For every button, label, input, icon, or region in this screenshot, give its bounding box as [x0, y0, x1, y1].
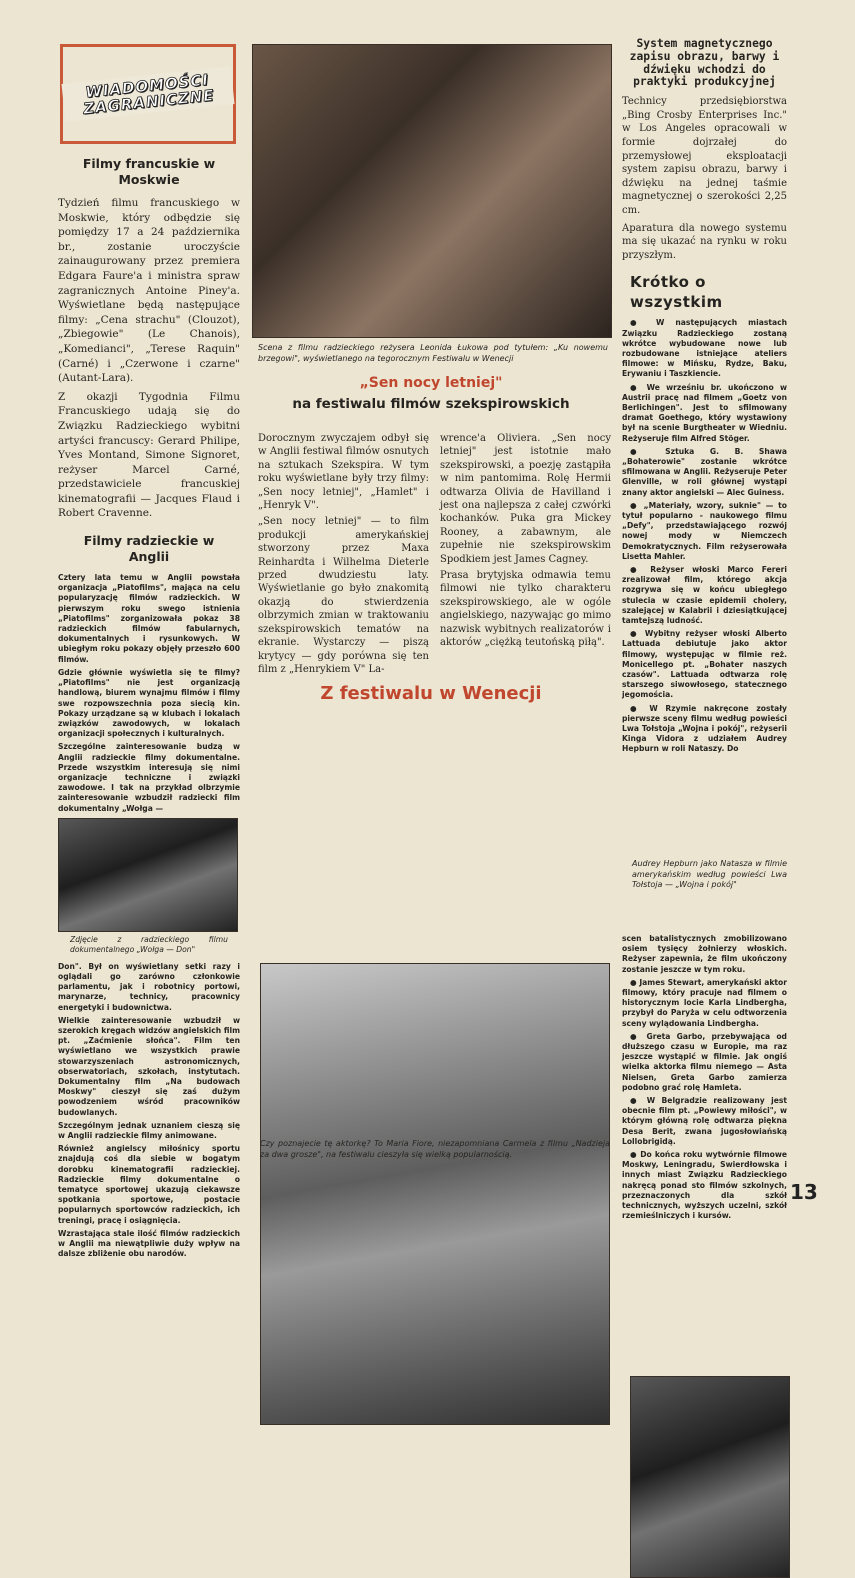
paragraph: „Sen nocy letniej" — to film produkcji amerykańskiej stworzony przez Maxa Reinhardta i Wilhelma Dieterle przed dwudziestu laty. Wyświetlanie go było znakomitą okazją do stwierdzenia olbrzymich zmian w traktowaniu szekspirowskich tematów na ekranie. Wystarczy — piszą krytycy — gdy porówna się ten film z „Henrykiem V" La-: [258, 516, 429, 675]
column-center: [250, 44, 612, 1194]
news-item: ● W Rzymie nakręcone zostały pierwsze sceny filmu według powieści Lwa Tołstoja „Wojna i pokój", reżyserii Kinga Vidora z udziałem Audrey Hepburn w roli Nataszy. Do: [622, 703, 787, 754]
news-item: ● We wrześniu br. ukończono w Austrii pracę nad filmem „Goetz von Berlichingen". Jest to sfilmowany dramat Goethego, który wystawiony był na scenie Burgtheater w Wiedniu. Reżyseruje film Alfred Stöger.: [622, 382, 787, 443]
paragraph: wrence'a Oliviera. „Sen nocy letniej" jest istotnie mało szekspirowski, a poezję zastąpiła w nim pantomima. Rolę Hermii odtwarza Olivia de Havilland i jest ona najlepsza z całej czwórki kochanków. Puka gra Mickey Rooney, a zabawnym, ale zupełnie nie szekspirowskim Spodkiem jest James Cagney.: [440, 433, 611, 565]
photo-audrey-hepburn: [630, 1376, 790, 1578]
paragraph: Cztery lata temu w Anglii powstała organizacja „Piatofilms", mająca na celu popularyzację filmów radzieckich. W pierwszym roku swego istnienia „Piatofilms" zorganizowała pokaz 38 radzieckich filmów fabularnych, dokumentalnych i rysunkowych. W ubiegłym roku pokazy objęły przeszło 600 filmów.: [58, 573, 240, 664]
caption-volga-don: Zdjęcie z radzieckiego filmu dokumentalnego „Wołga — Don": [70, 934, 228, 955]
news-item: ● Greta Garbo, przebywająca od dłuższego czasu w Europie, ma raz jeszcze wystąpić w filmie. Jak ongiś wielka aktorka filmu niemego — Asta Nielsen, Greta Garbo zamierza podobno grać rolę Hamleta.: [622, 1031, 787, 1092]
paragraph: Szczególnym jednak uznaniem cieszą się w Anglii radzieckie filmy animowane.: [58, 1120, 240, 1140]
paragraph: Wzrastająca stale ilość filmów radzieckich w Anglii ma niewątpliwie duży wpływ na dalsze zbliżenie obu narodów.: [58, 1228, 240, 1259]
news-item: ● W Belgradzie realizowany jest obecnie film pt. „Powiewy miłości", w którym główną rolę odtwarza piękna Desa Berit, zwana jugosłowiańską Lollobrigidą.: [622, 1096, 787, 1146]
paragraph: Również angielscy miłośnicy sportu znajdują coś dla siebie w bogatym dorobku kinematografii radzieckiej. Radzieckie filmy dokumentalne o tematyce sportowej ukazują ciekawsze spotkania sportowe, postacie popularnych sportowców radzieckich, ich treningi, pracę i osiągnięcia.: [58, 1144, 240, 1225]
column-right: [622, 34, 787, 1221]
section-header-box: [60, 44, 236, 144]
news-item: ● Wybitny reżyser włoski Alberto Lattuada debiutuje jako aktor filmowy, występując w filmie reż. Monicellego pt. „Bohater naszych czasów". Lattuada odtwarza rolę starszego siwowłosego, statecznego jegomościa.: [622, 629, 787, 700]
news-item: ● W następujących miastach Związku Radzieckiego zostaną wkrótce wybudowane nowe lub rozbudowane istniejące ateliers filmowe: w Mińsku, Rydze, Baku, Erywaniu i Taszkiencie.: [622, 318, 787, 379]
headline-briefly: Krótko o wszystkim: [630, 273, 723, 312]
news-item: ● Reżyser włoski Marco Fereri zrealizował film, którego akcja rozgrywa się w końcu ubiegłego stulecia w czasie epidemii cholery, szalejącej w Kalabrii i dziesiątkującej tamtejszą ludność.: [622, 564, 787, 625]
article-left-column: [258, 432, 429, 675]
paragraph: Don". Był on wyświetlany setki razy i oglądali go zarówno członkowie parlamentu, jak i robotnicy portowi, marynarze, technicy, pracownicy energetyki i budownictwa.: [58, 961, 240, 1012]
paragraph: Tydzień filmu francuskiego w Moskwie, który odbędzie się pomiędzy 17 a 24 października br., zostanie uroczyście zainaugurowany przez premiera Edgara Faure'a i ministra spraw zagranicznych Antoine Piney'a. Wyświetlane będą następujące filmy: „Cena strachu" (Clouzot), „Zbiegowie" (Le Chanois), „Komedianci", „Terese Raquin" (Carné) i „Czerwone i czarne" (Autant-Lara).: [58, 197, 240, 385]
paragraph: Technicy przedsiębiorstwa „Bing Crosby Enterprises Inc." w Los Angeles opracowali w formie dojrzałej do przemysłowej eksploatacji system zapisu obrazu, barwy i dźwięku na jednej taśmie magnetycznej o szerokości 2,25 cm.: [622, 96, 787, 216]
news-item: ● Do końca roku wytwórnie filmowe Moskwy, Leningradu, Swierdłowska i innych miast Związku Radzieckiego nakręcą ponad sto filmów szkolnych, przeznaczonych dla szkół technicznych, wyższych uczelni, szkół rzemieślniczych i kursów.: [622, 1150, 787, 1221]
news-continuation: [622, 934, 787, 1221]
article-right-column: [440, 432, 611, 668]
paragraph: Wielkie zainteresowanie wzbudził w szerokich kręgach widzów angielskich film pt. „Zaćmienie słońca". Film ten wyświetlano we wszystkich prawie stowarzyszeniach astronomicznych, obserwatoriach, szkołach, instytutach. Dokumentalny film „Na budowach Moskwy" cieszył się zaś dużym powodzeniem wśród pracowników budowlanych.: [58, 1015, 240, 1117]
caption-audrey-hepburn: Audrey Hepburn jako Natasza w filmie amerykańskim według powieści Lwa Tołstoja — „Wojna i pokój": [632, 859, 787, 889]
headline-magnetic-recording: System magnetycznego zapisu obrazu, barwy i dźwięku wchodzi do praktyki produkcyjnej: [629, 37, 780, 89]
headline-venice: Z festiwalu w Wenecji: [320, 683, 542, 704]
photo-film-scene: [252, 44, 612, 338]
photo-maria-fiore: [260, 963, 610, 1425]
section-header: WIADOMOŚCI ZAGRANICZNE: [61, 66, 234, 122]
headline-french-films: Filmy francuskie w Moskwie: [82, 156, 216, 187]
news-item: ● Sztuka G. B. Shawa „Bohaterowie" zostanie wkrótce sfilmowana w Anglii. Reżyseruje Peter Glenville, w roli głównej wystąpi znany aktor angielski — Alec Guiness.: [622, 446, 787, 497]
news-item: scen batalistycznych zmobilizowano osiem tysięcy żołnierzy włoskich. Reżyser zapewnia, że film ukończony zostanie jeszcze w tym roku.: [622, 934, 787, 974]
news-item: ● James Stewart, amerykański aktor filmowy, który pracuje nad filmem o historycznym locie Karla Lindbergha, przybył do Paryża w celu odtworzenia sceny wylądowania Lindbergha.: [622, 977, 787, 1028]
paragraph: Dorocznym zwyczajem odbył się w Anglii festiwal filmów osnutych na sztukach Szekspira. W tym roku wyświetlane były trzy filmy: „Sen nocy letniej", „Hamlet" i „Henryk V".: [258, 433, 429, 512]
photo-volga-don: [58, 818, 238, 932]
column-left: [58, 44, 240, 1259]
news-item: ● „Materiały, wzory, suknie" — to tytuł popularno - naukowego filmu „Defy", przedstawiającego rozwój nowej mody w Niemczech Demokratycznych. Film reżyserowała Lisetta Mahler.: [622, 500, 787, 561]
caption-film-scene: Scena z filmu radzieckiego reżysera Leonida Łukowa pod tytułem: „Ku nowemu brzegowi", wyświetlanego na tegorocznym Festiwalu w Wenecji: [258, 343, 608, 363]
headline-soviet-films: Filmy radzieckie w Anglii: [83, 533, 215, 565]
caption-maria-fiore: Czy poznajecie tę aktorkę? To Maria Fiore, niezapomniana Carmela z filmu „Nadzieja za dwa grosze", na festiwalu cieszyła się wielką popularnością.: [260, 1139, 610, 1159]
paragraph: Szczególne zainteresowanie budzą w Anglii radzieckie filmy dokumentalne. Przede wszystkim interesują się nimi organizacje techniczne i związki zawodowe. I tak na przykład olbrzymie zainteresowanie wzbudził radziecki film dokumentalny „Wołga —: [58, 742, 240, 813]
paragraph: Prasa brytyjska odmawia temu filmowi nie tylko charakteru szekspirowskiego, ale w ogóle angielskiego, nazywając go mimo nazwisk wybitnych realizatorów i aktorów „ciężką teutońską piłą".: [440, 570, 611, 649]
paragraph: Aparatura dla nowego systemu ma się ukazać na rynku w roku przyszłym.: [622, 222, 787, 261]
page-number: 13: [790, 1180, 818, 1204]
subheadline-shakespeare-festival: na festiwalu filmów szekspirowskich: [292, 396, 570, 412]
paragraph: Z okazji Tygodnia Filmu Francuskiego udają się do Związku Radzieckiego wybitni artyści francuscy: Gerard Philipe, Yves Montand, Simone Signoret, reżyser Marcel Carné, przedstawiciele francuskiej kinematografii — Jacques Flaud i Robert Cravenne.: [58, 390, 240, 520]
paragraph: Gdzie głównie wyświetla się te filmy? „Piatofilms" nie jest organizacją handlową, biurem wynajmu filmów i filmy swe rozpowszechnia poza siecią kin. Pokazy urządzane są w klubach i lokalach związków zawodowych, w lokalach organizacji społecznych i kulturalnych.: [58, 667, 240, 739]
headline-midsummer: „Sen nocy letniej": [359, 375, 503, 391]
